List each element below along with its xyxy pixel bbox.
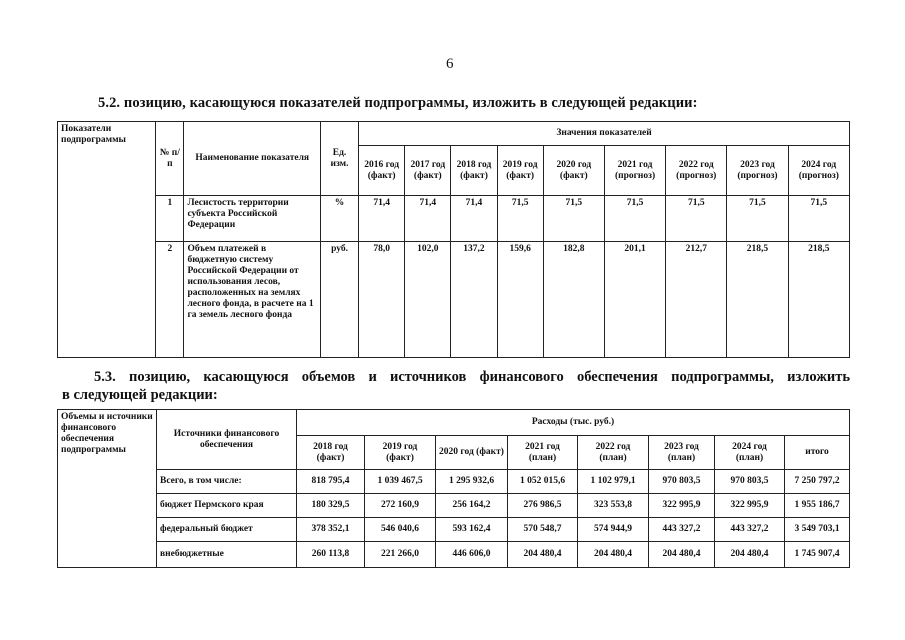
value-cell: 180 329,5 [297, 494, 365, 518]
value-cell: 443 327,2 [649, 518, 715, 542]
value-cell: 71,5 [604, 196, 665, 242]
value-cell: 260 113,8 [297, 542, 365, 568]
year-header: 2023 год (прогноз) [727, 146, 788, 196]
source-name: Всего, в том числе: [157, 470, 297, 494]
num-header: № п/п [156, 122, 184, 196]
value-cell: 276 986,5 [508, 494, 578, 518]
value-cell: 970 803,5 [715, 470, 785, 494]
volumes-label-cell: Объемы и источники финансового обеспечения подпрограммы [58, 410, 157, 568]
indicator-name: Объем платежей в бюджетную систему Российской Федерации от использования лесов, расположенных на землях лесного фонда, в расчете на 1 га земель лесного фонда [184, 242, 321, 358]
indicator-unit: руб. [320, 242, 358, 358]
value-cell: 218,5 [788, 242, 849, 358]
value-cell: 71,4 [405, 196, 451, 242]
value-cell: 546 040,6 [365, 518, 436, 542]
year-header: 2024 год (план) [715, 436, 785, 470]
value-cell: 1 039 467,5 [365, 470, 436, 494]
year-header: 2021 год (план) [508, 436, 578, 470]
indicator-name: Лесистость территории субъекта Российской Федерации [184, 196, 321, 242]
year-header: 2019 год (факт) [365, 436, 436, 470]
value-cell: 71,5 [788, 196, 849, 242]
value-cell: 322 995,9 [715, 494, 785, 518]
indicators-table [57, 121, 850, 358]
sources-header: Источники финансового обеспечения [157, 410, 297, 470]
expenses-header: Расходы (тыс. руб.) [297, 410, 850, 436]
value-cell: 78,0 [359, 242, 405, 358]
year-header: 2020 год (факт) [543, 146, 604, 196]
year-header: 2016 год (факт) [359, 146, 405, 196]
source-name: внебюджетные [157, 542, 297, 568]
table-row [58, 494, 850, 518]
year-header: 2021 год (прогноз) [604, 146, 665, 196]
value-cell: 446 606,0 [436, 542, 508, 568]
value-cell: 323 553,8 [578, 494, 649, 518]
year-header: 2020 год (факт) [436, 436, 508, 470]
value-cell: 204 480,4 [508, 542, 578, 568]
value-cell: 204 480,4 [578, 542, 649, 568]
value-cell: 218,5 [727, 242, 788, 358]
value-cell: 593 162,4 [436, 518, 508, 542]
value-cell: 272 160,9 [365, 494, 436, 518]
source-name: федеральный бюджет [157, 518, 297, 542]
value-cell: 102,0 [405, 242, 451, 358]
indicator-unit: % [320, 196, 358, 242]
value-cell: 204 480,4 [715, 542, 785, 568]
value-cell: 137,2 [451, 242, 497, 358]
value-cell: 256 164,2 [436, 494, 508, 518]
table-row [58, 196, 850, 242]
unit-header: Ед. изм. [320, 122, 358, 196]
value-cell: 1 745 907,4 [785, 542, 850, 568]
values-header: Значения показателей [359, 122, 850, 146]
row-number: 1 [156, 196, 184, 242]
page-number: 6 [446, 56, 454, 72]
funding-table [57, 409, 850, 568]
row-number: 2 [156, 242, 184, 358]
value-cell: 443 327,2 [715, 518, 785, 542]
value-cell: 71,4 [359, 196, 405, 242]
year-header: 2018 год (факт) [451, 146, 497, 196]
year-header: 2022 год (план) [578, 436, 649, 470]
value-cell: 970 803,5 [649, 470, 715, 494]
value-cell: 7 250 797,2 [785, 470, 850, 494]
value-cell: 1 295 932,6 [436, 470, 508, 494]
value-cell: 201,1 [604, 242, 665, 358]
section-5-3-line2: в следующей редакции: [62, 387, 218, 403]
value-cell: 71,5 [543, 196, 604, 242]
value-cell: 818 795,4 [297, 470, 365, 494]
value-cell: 1 052 015,6 [508, 470, 578, 494]
table-row [58, 242, 850, 358]
year-header: 2024 год (прогноз) [788, 146, 849, 196]
source-name: бюджет Пермского края [157, 494, 297, 518]
value-cell: 182,8 [543, 242, 604, 358]
table-row [58, 470, 850, 494]
indicators-label-cell: Показатели подпрограммы [58, 122, 156, 358]
name-header: Наименование показателя [184, 122, 321, 196]
value-cell: 1 955 186,7 [785, 494, 850, 518]
value-cell: 71,5 [727, 196, 788, 242]
value-cell: 71,5 [497, 196, 543, 242]
value-cell: 378 352,1 [297, 518, 365, 542]
value-cell: 3 549 703,1 [785, 518, 850, 542]
value-cell: 574 944,9 [578, 518, 649, 542]
value-cell: 1 102 979,1 [578, 470, 649, 494]
year-header: 2018 год (факт) [297, 436, 365, 470]
year-header: 2022 год (прогноз) [666, 146, 727, 196]
year-header: 2019 год (факт) [497, 146, 543, 196]
section-5-2-heading: 5.2. позицию, касающуюся показателей подпрограммы, изложить в следующей редакции: [98, 95, 698, 111]
value-cell: 204 480,4 [649, 542, 715, 568]
total-header: итого [785, 436, 850, 470]
section-5-3-line1: 5.3. позицию, касающуюся объемов и источников финансового обеспечения подпрограммы, изложить [94, 369, 850, 385]
value-cell: 212,7 [666, 242, 727, 358]
section-5-3-heading [62, 368, 850, 404]
value-cell: 322 995,9 [649, 494, 715, 518]
value-cell: 221 266,0 [365, 542, 436, 568]
value-cell: 159,6 [497, 242, 543, 358]
table-row [58, 542, 850, 568]
value-cell: 71,5 [666, 196, 727, 242]
year-header: 2017 год (факт) [405, 146, 451, 196]
table-row [58, 518, 850, 542]
value-cell: 71,4 [451, 196, 497, 242]
year-header: 2023 год (план) [649, 436, 715, 470]
value-cell: 570 548,7 [508, 518, 578, 542]
